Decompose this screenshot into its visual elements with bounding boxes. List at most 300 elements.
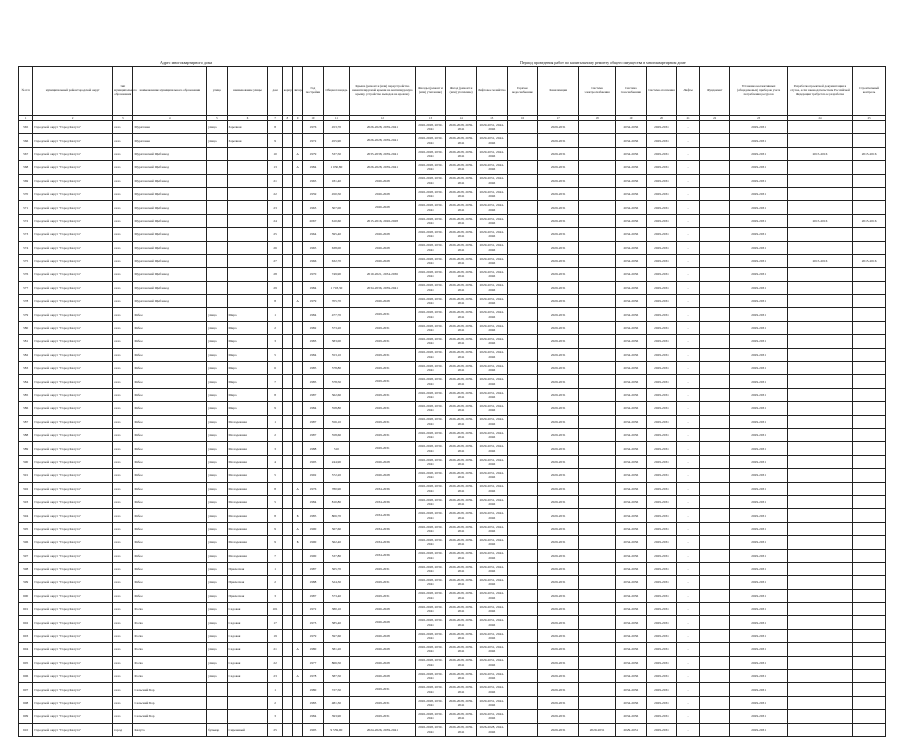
cell-r4: 2029-2031, 2044-2046 <box>476 348 507 361</box>
cell-ot: 2029-2031 <box>646 710 677 723</box>
cell-y: 1985 <box>303 509 323 522</box>
cell-gs: 2034-2036 <box>615 254 646 267</box>
cell-lf: - <box>677 121 699 134</box>
cell-t: село <box>113 710 133 723</box>
cell-a: 595,40 <box>323 228 350 241</box>
cell-t: село <box>113 428 133 441</box>
cell-r2: 2026-2028, 2039-2041 <box>415 375 446 388</box>
cell-pu: 2029-2031 <box>730 643 787 656</box>
cell-r4: 2029-2031, 2044-2046 <box>476 335 507 348</box>
cell-r2: 2026-2028, 2039-2041 <box>415 348 446 361</box>
cell-gs: 2034-2036 <box>615 428 646 441</box>
cell-ot: 2029-2031 <box>646 562 677 575</box>
cell-d: Городской округ "Город Калуга" <box>33 134 113 147</box>
cell-h: 2 <box>268 576 282 589</box>
cell-pu: 2029-2031 <box>730 348 787 361</box>
cell-ot: 2029-2031 <box>646 455 677 468</box>
cell-s <box>207 696 227 709</box>
cell-r2: 2026-2028, 2039-2041 <box>415 402 446 415</box>
cell-d: Городской округ "Город Калуга" <box>33 241 113 254</box>
cell-s: улица <box>207 348 227 361</box>
cell-l: А <box>292 643 302 656</box>
cell-d: Городской округ "Город Калуга" <box>33 201 113 214</box>
cell-sk <box>853 710 886 723</box>
cell-r4: 2029-2031, 2044-2046 <box>476 228 507 241</box>
cell-r4: 2029-2031, 2044-2046 <box>476 268 507 281</box>
cell-r1: 2029-2031 <box>350 576 415 589</box>
cell-sk <box>853 603 886 616</box>
cell-r3: 2026-2028, 2039-2041 <box>446 268 477 281</box>
table-row <box>19 362 886 375</box>
table-row <box>19 616 886 629</box>
cell-fd <box>699 134 730 147</box>
cell-n: 600 <box>19 589 33 602</box>
cell-n: 581 <box>19 335 33 348</box>
cell-kn: 2029-2031 <box>538 402 579 415</box>
cell-h: 2 <box>268 696 282 709</box>
cell-sn: Садовая <box>227 629 268 642</box>
table-body <box>19 121 886 737</box>
cell-d: Городской округ "Город Калуга" <box>33 214 113 227</box>
cell-lf: - <box>677 696 699 709</box>
cell-a: 1 030,80 <box>323 161 350 174</box>
cell-lf: - <box>677 161 699 174</box>
cell-r3: 2026-2028, 2039-2041 <box>446 362 477 375</box>
cell-pu: 2029-2031 <box>730 388 787 401</box>
cell-y: 1972 <box>303 134 323 147</box>
table-row <box>19 415 886 428</box>
cell-pd <box>787 576 852 589</box>
cell-r2: 2026-2028, 2039-2041 <box>415 616 446 629</box>
cell-n: 602 <box>19 616 33 629</box>
cell-m: Рябое <box>133 536 207 549</box>
table-row <box>19 121 886 134</box>
cell-s: улица <box>207 428 227 441</box>
cell-pd <box>787 482 852 495</box>
cell-sk <box>853 362 886 375</box>
cell-el <box>579 161 616 174</box>
cell-sn: Прилесная <box>227 589 268 602</box>
cell-r4: 2029-2031, 2044-2046 <box>476 428 507 441</box>
cell-ot: 2029-2031 <box>646 254 677 267</box>
cell-pd <box>787 536 852 549</box>
cell-s <box>207 281 227 294</box>
cell-hw <box>507 241 538 254</box>
cell-y: 1984 <box>303 281 323 294</box>
cell-gs: 2034-2036 <box>615 616 646 629</box>
cell-ot: 2029-2031 <box>646 201 677 214</box>
cell-a: 556,10 <box>323 415 350 428</box>
cell-pu: 2029-2031 <box>730 228 787 241</box>
table-row <box>19 643 886 656</box>
cell-kn: 2029-2031 <box>538 335 579 348</box>
cell-sn <box>227 710 268 723</box>
cell-r4: 2029-2031, 2044-2046 <box>476 683 507 696</box>
cell-s: улица <box>207 388 227 401</box>
cell-pu: 2029-2031 <box>730 295 787 308</box>
cell-kn: 2029-2031 <box>538 214 579 227</box>
cell-t: село <box>113 308 133 321</box>
cell-ot: 2029-2031 <box>646 348 677 361</box>
cell-lf: - <box>677 549 699 562</box>
column-index: 6 <box>227 116 268 121</box>
cell-fd <box>699 121 730 134</box>
cell-r1: 2026-2028 <box>350 295 415 308</box>
cell-r2: 2026-2028, 2039-2041 <box>415 415 446 428</box>
cell-gs: 2034-2036 <box>615 187 646 200</box>
cell-k <box>282 214 292 227</box>
column-index: 19 <box>615 116 646 121</box>
cell-s: улица <box>207 482 227 495</box>
cell-y: 1979 <box>303 147 323 160</box>
caption-address: Адрес многоквартирного дома <box>160 60 213 65</box>
cell-y: 1987 <box>303 415 323 428</box>
cell-lf: - <box>677 603 699 616</box>
cell-ot: 2029-2031 <box>646 696 677 709</box>
cell-r1: 2029-2031 <box>350 696 415 709</box>
cell-pd: 2015-2016 <box>787 254 852 267</box>
cell-t: село <box>113 696 133 709</box>
cell-t: село <box>113 495 133 508</box>
table-row <box>19 214 886 227</box>
cell-n: 585 <box>19 388 33 401</box>
cell-r4: 2029-2031, 2044-2046 <box>476 174 507 187</box>
cell-hw <box>507 295 538 308</box>
cell-fd <box>699 455 730 468</box>
cell-hw <box>507 161 538 174</box>
cell-l <box>292 174 302 187</box>
cell-el <box>579 616 616 629</box>
cell-r4: 2029-2031, 2044-2046 <box>476 321 507 334</box>
cell-fd <box>699 723 730 736</box>
cell-d: Городской округ "Город Калуга" <box>33 482 113 495</box>
cell-pu: 2029-2031 <box>730 589 787 602</box>
cell-lf: - <box>677 241 699 254</box>
cell-fd <box>699 281 730 294</box>
cell-sn: Садовая <box>227 656 268 669</box>
cell-hw <box>507 228 538 241</box>
cell-n: 565 <box>19 121 33 134</box>
cell-ot: 2029-2031 <box>646 723 677 736</box>
cell-sk <box>853 335 886 348</box>
cell-y: 1965 <box>303 174 323 187</box>
cell-m: Рябое <box>133 402 207 415</box>
cell-r2: 2026-2028, 2039-2041 <box>415 241 446 254</box>
cell-r2: 2026-2028, 2039-2041 <box>415 134 446 147</box>
cell-r4: 2029-2031, 2044-2046 <box>476 455 507 468</box>
cell-n: 608 <box>19 696 33 709</box>
cell-h: 8 <box>268 388 282 401</box>
cell-m: Муратовский Щебзавод <box>133 161 207 174</box>
cell-pu: 2029-2031 <box>730 214 787 227</box>
cell-r4: 2029-2031, 2044-2046 <box>476 670 507 683</box>
cell-r4: 2029-2031, 2044-2046 <box>476 201 507 214</box>
cell-r2: 2026-2028, 2039-2041 <box>415 295 446 308</box>
cell-k <box>282 589 292 602</box>
cell-l <box>292 187 302 200</box>
cell-pd <box>787 121 852 134</box>
cell-d: Городской округ "Город Калуга" <box>33 388 113 401</box>
cell-sn: Молодежная <box>227 495 268 508</box>
cell-el <box>579 241 616 254</box>
cell-a: 565,70 <box>323 562 350 575</box>
cell-r1: 2029-2031 <box>350 362 415 375</box>
column-header: Система электроснабжения <box>579 67 616 116</box>
cell-r1: 2026-2028 <box>350 643 415 656</box>
cell-el <box>579 495 616 508</box>
cell-h: 25 <box>268 723 282 736</box>
cell-hw <box>507 268 538 281</box>
cell-sk: 2015-2016 <box>853 254 886 267</box>
cell-kn: 2029-2031 <box>538 388 579 401</box>
cell-h: 23 <box>268 670 282 683</box>
cell-fd <box>699 241 730 254</box>
cell-fd <box>699 228 730 241</box>
cell-h: 8 <box>268 482 282 495</box>
cell-gs: 2029-2031 <box>615 723 646 736</box>
cell-k <box>282 174 292 187</box>
cell-m: Рябое <box>133 415 207 428</box>
cell-t: село <box>113 348 133 361</box>
cell-el <box>579 442 616 455</box>
cell-pd <box>787 375 852 388</box>
cell-r1: 2034-2036 <box>350 482 415 495</box>
cell-lf: - <box>677 362 699 375</box>
cell-el <box>579 415 616 428</box>
cell-kn: 2029-2031 <box>538 268 579 281</box>
cell-ot: 2029-2031 <box>646 536 677 549</box>
cell-lf: - <box>677 254 699 267</box>
cell-pu: 2029-2031 <box>730 254 787 267</box>
table-row <box>19 335 886 348</box>
cell-kn: 2029-2031 <box>538 455 579 468</box>
cell-r4: 2029-2031, 2044-2046 <box>476 388 507 401</box>
cell-m: Муратовский Щебзавод <box>133 187 207 200</box>
cell-h: 22 <box>268 187 282 200</box>
cell-l: А <box>292 161 302 174</box>
cell-lf: - <box>677 268 699 281</box>
cell-y: 1972 <box>303 603 323 616</box>
cell-gs: 2034-2036 <box>615 214 646 227</box>
cell-t: село <box>113 268 133 281</box>
cell-t: село <box>113 214 133 227</box>
cell-k <box>282 161 292 174</box>
cell-a: 380,10 <box>323 603 350 616</box>
cell-t: село <box>113 415 133 428</box>
cell-pd <box>787 469 852 482</box>
cell-r3: 2026-2028, 2039-2041 <box>446 321 477 334</box>
cell-r2: 2026-2028, 2039-2041 <box>415 201 446 214</box>
cell-h: 1 <box>268 415 282 428</box>
table-row <box>19 482 886 495</box>
cell-el <box>579 629 616 642</box>
cell-sk <box>853 670 886 683</box>
cell-s <box>207 295 227 308</box>
column-header: Фундамент <box>699 67 730 116</box>
cell-k <box>282 362 292 375</box>
table-row <box>19 308 886 321</box>
cell-pd <box>787 281 852 294</box>
column-header: Система газоснабжения <box>615 67 646 116</box>
cell-s: улица <box>207 536 227 549</box>
cell-k <box>282 415 292 428</box>
cell-gs: 2034-2036 <box>615 295 646 308</box>
cell-pd <box>787 562 852 575</box>
cell-sn <box>227 281 268 294</box>
cell-sn: Садовая <box>227 603 268 616</box>
cell-sk <box>853 576 886 589</box>
cell-k <box>282 723 292 736</box>
cell-pu: 2029-2031 <box>730 201 787 214</box>
cell-m: Калуга <box>133 723 207 736</box>
cell-sn: Садовая <box>227 643 268 656</box>
cell-lf: - <box>677 402 699 415</box>
table-row <box>19 469 886 482</box>
column-header: наименование улицы <box>227 67 268 116</box>
cell-kn: 2029-2031 <box>538 295 579 308</box>
cell-kn: 2029-2031 <box>538 723 579 736</box>
cell-r1: 2029-2031 <box>350 388 415 401</box>
cell-lf: - <box>677 321 699 334</box>
column-header: Лифтовое хозяйство <box>476 67 507 116</box>
cell-ot: 2029-2031 <box>646 670 677 683</box>
cell-r1: 2026-2028 <box>350 201 415 214</box>
cell-r1: 2026-2028, 2039-2041 <box>350 121 415 134</box>
table-row <box>19 348 886 361</box>
cell-hw <box>507 522 538 535</box>
cell-el <box>579 455 616 468</box>
cell-ot: 2029-2031 <box>646 134 677 147</box>
cell-s: улица <box>207 616 227 629</box>
column-header: тип муниципального образования <box>113 67 133 116</box>
cell-sn: Сиреневый <box>227 723 268 736</box>
cell-y: 1984 <box>303 348 323 361</box>
cell-s: улица <box>207 335 227 348</box>
cell-r3: 2026-2028, 2039-2041 <box>446 696 477 709</box>
cell-lf: - <box>677 522 699 535</box>
cell-y: 1992 <box>303 469 323 482</box>
cell-el <box>579 388 616 401</box>
cell-s: улица <box>207 308 227 321</box>
cell-t: село <box>113 455 133 468</box>
cell-pu: 2029-2031 <box>730 495 787 508</box>
cell-r4: 2029-2031, 2044-2046 <box>476 562 507 575</box>
cell-kn: 2029-2031 <box>538 201 579 214</box>
cell-lf: - <box>677 147 699 160</box>
cell-lf: - <box>677 201 699 214</box>
cell-y: 1976 <box>303 121 323 134</box>
cell-k <box>282 670 292 683</box>
cell-t: село <box>113 469 133 482</box>
cell-kn: 2029-2031 <box>538 174 579 187</box>
cell-r4: 2029-2031, 2044-2046 <box>476 121 507 134</box>
cell-d: Городской округ "Город Калуга" <box>33 121 113 134</box>
cell-r1: 2034-2036 <box>350 549 415 562</box>
cell-ot: 2029-2031 <box>646 308 677 321</box>
cell-k <box>282 469 292 482</box>
cell-pu: 2029-2031 <box>730 629 787 642</box>
cell-sn: Мира <box>227 321 268 334</box>
cell-r4: 2029-2031, 2044-2046 <box>476 509 507 522</box>
cell-el <box>579 254 616 267</box>
cell-fd <box>699 362 730 375</box>
cell-a: 562,60 <box>323 388 350 401</box>
cell-r3: 2026-2028, 2039-2041 <box>446 295 477 308</box>
cell-r3: 2026-2028, 2039-2041 <box>446 241 477 254</box>
cell-a: 610,60 <box>323 214 350 227</box>
column-header: Строительный контроль <box>853 67 886 116</box>
cell-r4: 2029-2031, 2044-2046 <box>476 495 507 508</box>
cell-hw <box>507 388 538 401</box>
cell-fd <box>699 187 730 200</box>
cell-gs: 2034-2036 <box>615 241 646 254</box>
cell-r4: 2029-2031, 2044-2046 <box>476 308 507 321</box>
cell-r4: 2029-2031, 2044-2046 <box>476 362 507 375</box>
cell-r1: 2029-2031 <box>350 589 415 602</box>
cell-kn: 2029-2031 <box>538 241 579 254</box>
cell-l <box>292 495 302 508</box>
cell-t: село <box>113 402 133 415</box>
cell-el <box>579 603 616 616</box>
cell-sk <box>853 388 886 401</box>
column-index: 23 <box>730 116 787 121</box>
cell-ot: 2029-2031 <box>646 187 677 200</box>
cell-pu: 2029-2031 <box>730 656 787 669</box>
cell-lf: - <box>677 495 699 508</box>
cell-a: 510 <box>323 442 350 455</box>
cell-hw <box>507 589 538 602</box>
cell-r4: 2029-2031, 2044-2046 <box>476 295 507 308</box>
cell-fd <box>699 268 730 281</box>
cell-m: Росва <box>133 629 207 642</box>
cell-r1: 2029-2031 <box>350 683 415 696</box>
cell-k <box>282 643 292 656</box>
cell-a: 578,50 <box>323 375 350 388</box>
cell-pd <box>787 683 852 696</box>
cell-sn: Молодежная <box>227 536 268 549</box>
cell-pd <box>787 308 852 321</box>
cell-y: 1985 <box>303 375 323 388</box>
cell-m: Росва <box>133 670 207 683</box>
cell-fd <box>699 576 730 589</box>
cell-l <box>292 201 302 214</box>
cell-n: 570 <box>19 187 33 200</box>
cell-pd <box>787 174 852 187</box>
cell-k <box>282 482 292 495</box>
cell-r2: 2026-2028, 2039-2041 <box>415 696 446 709</box>
cell-h: 7 <box>268 375 282 388</box>
cell-n: 573 <box>19 228 33 241</box>
cell-m: Рябое <box>133 335 207 348</box>
cell-s: улица <box>207 442 227 455</box>
cell-d: Городской округ "Город Калуга" <box>33 187 113 200</box>
cell-pd <box>787 348 852 361</box>
column-index: 5 <box>207 116 227 121</box>
cell-n: 579 <box>19 308 33 321</box>
cell-n: 601 <box>19 603 33 616</box>
cell-m: Рябое <box>133 576 207 589</box>
cell-hw <box>507 482 538 495</box>
cell-sn: Заречная <box>227 134 268 147</box>
cell-sn: Мира <box>227 388 268 401</box>
cell-l <box>292 335 302 348</box>
cell-d: Городской округ "Город Калуга" <box>33 295 113 308</box>
cell-k <box>282 629 292 642</box>
cell-n: 588 <box>19 428 33 441</box>
cell-kn: 2029-2031 <box>538 321 579 334</box>
cell-lf: - <box>677 710 699 723</box>
cell-r3: 2026-2028, 2039-2041 <box>446 710 477 723</box>
